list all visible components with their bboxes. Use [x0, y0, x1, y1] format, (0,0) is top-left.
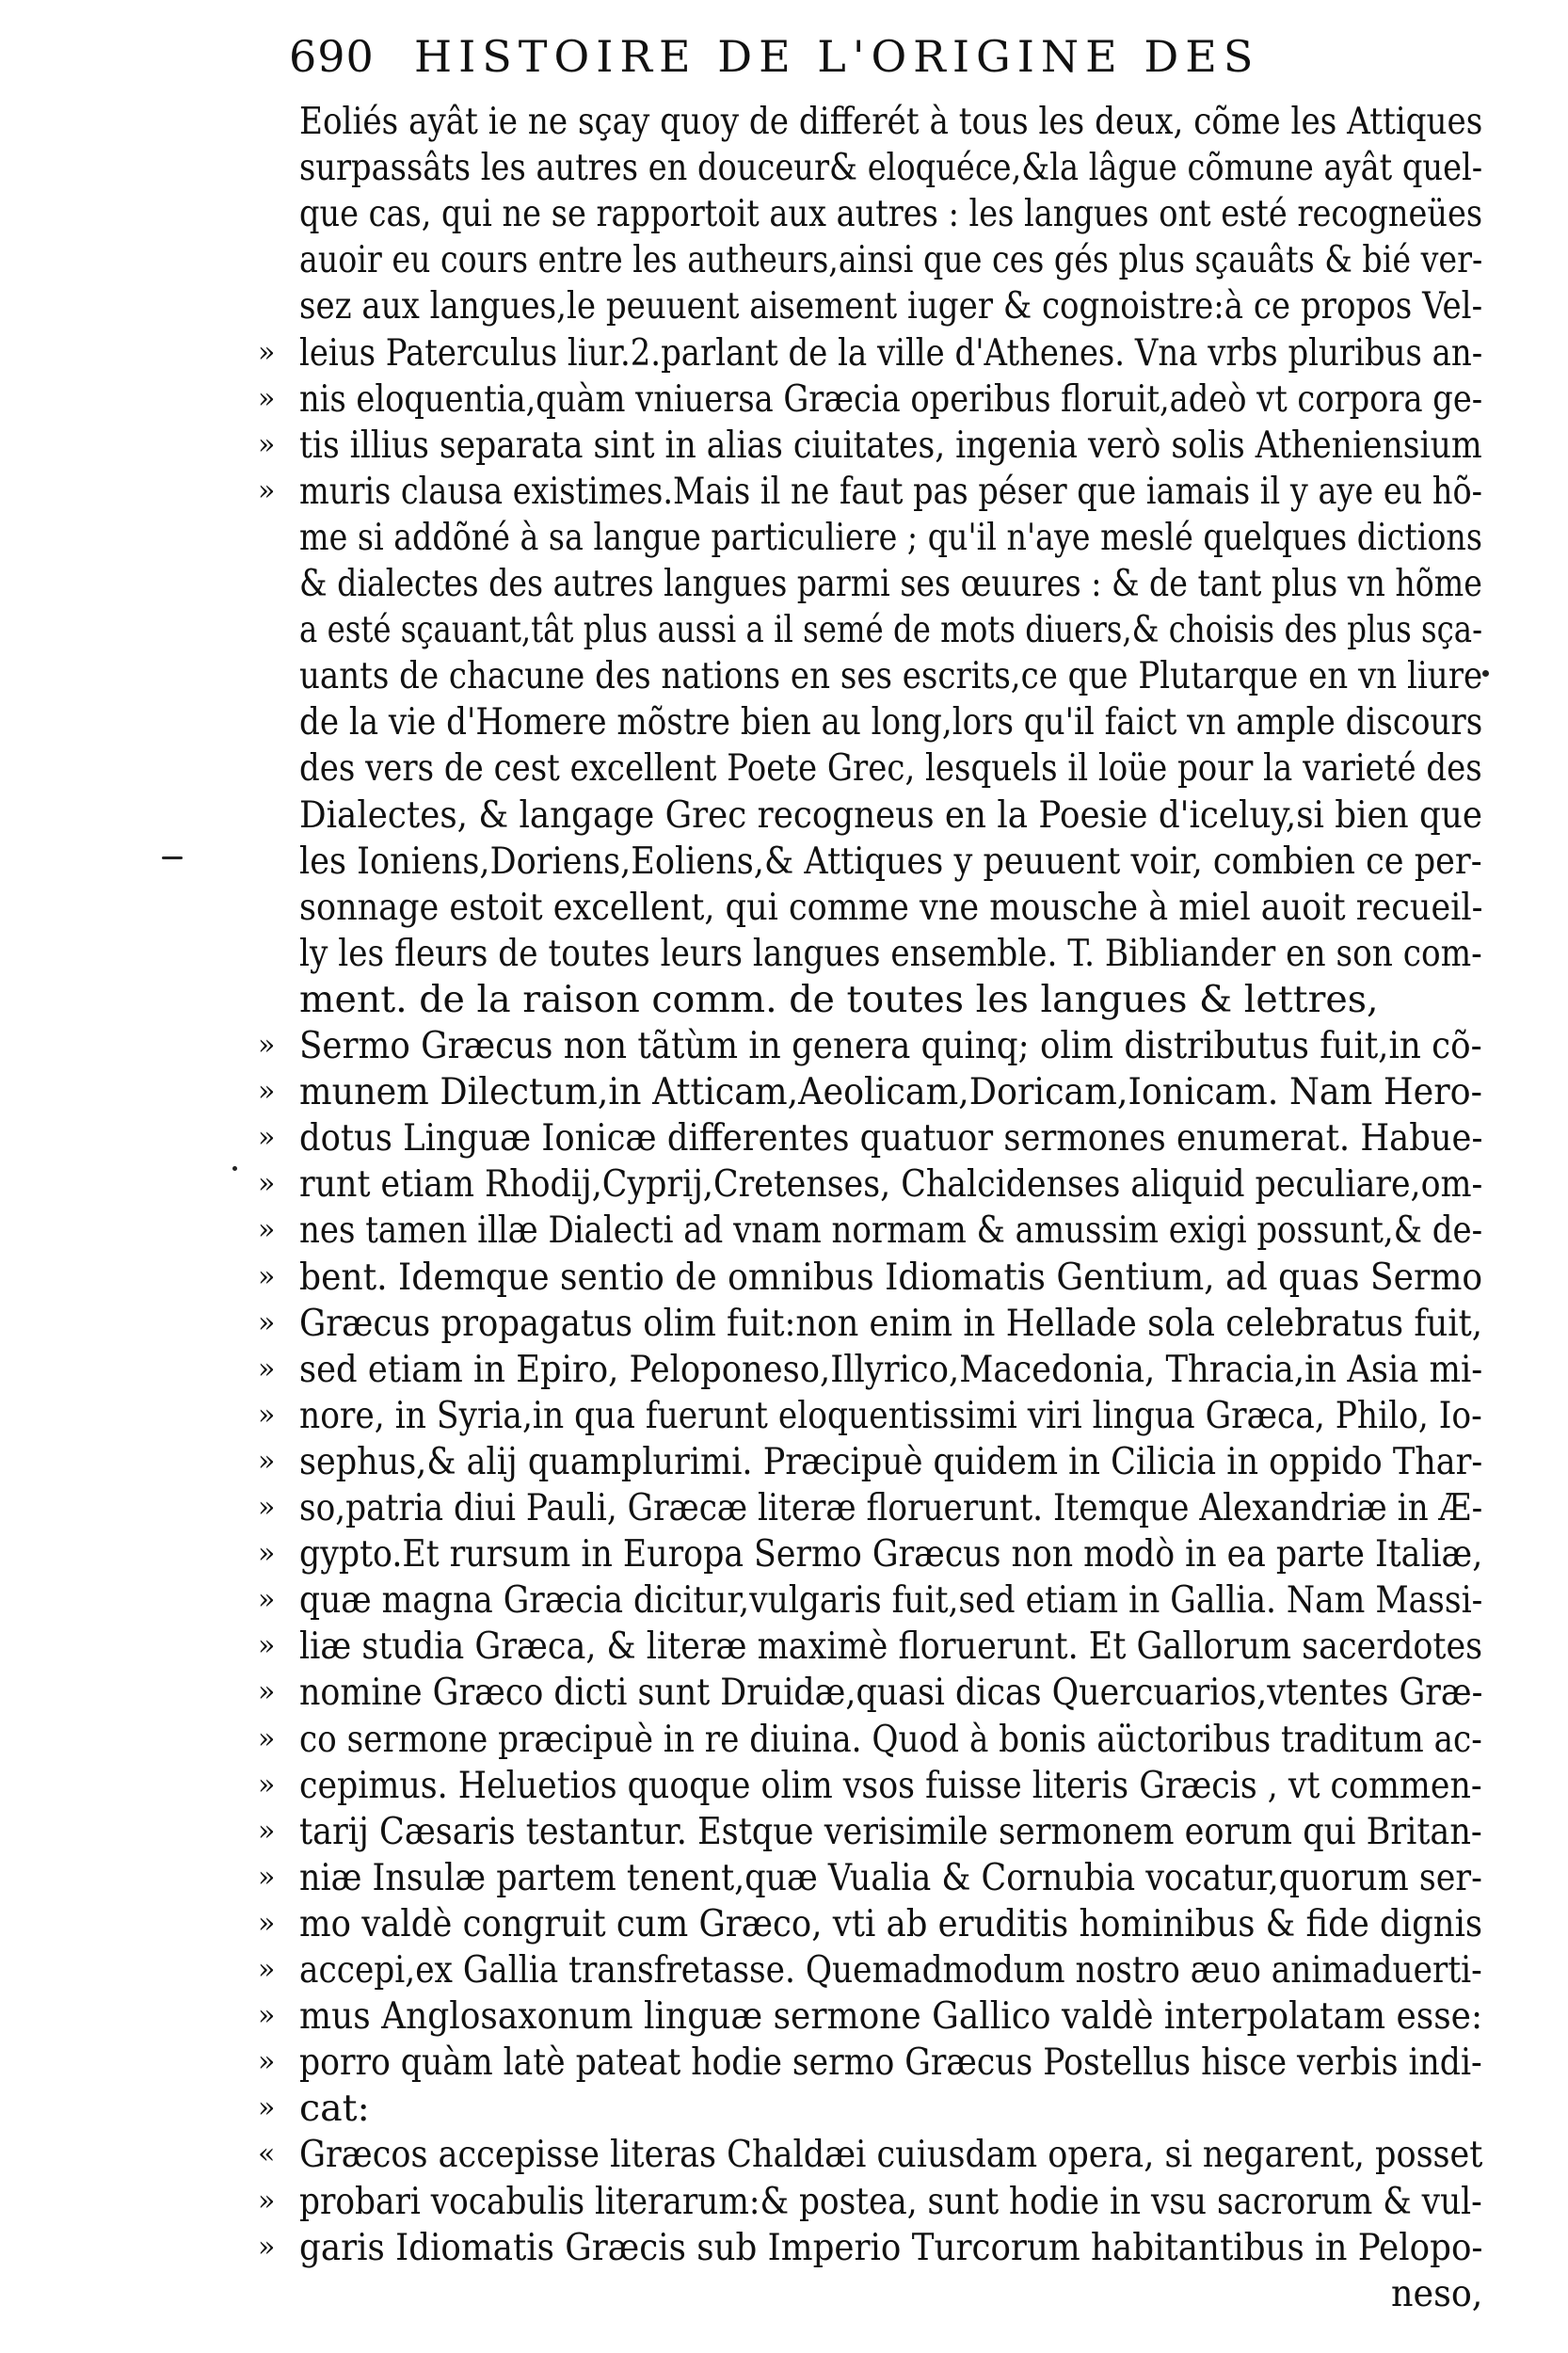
text-line: muris clausa existimes.Mais il ne faut pas péser que iamais il y aye eu hõ- [299, 470, 1482, 513]
text-line: me si addõné à sa langue particuliere ; qu'il n'aye meslé quelques dictions [299, 516, 1482, 559]
quote-marker: » [258, 1629, 276, 1662]
text-line: uants de chacune des nations en ses escrits,ce que Plutarque en vn liure [299, 654, 1483, 697]
ink-speck [1482, 670, 1489, 677]
text-line: ment. de la raison comm. de toutes les langues & lettres, [299, 978, 1379, 1021]
text-line: tis illius separata sint in alias ciuitates, ingenia verò solis Atheniensium [299, 424, 1482, 467]
quote-marker: » [258, 1583, 276, 1616]
text-line: tarij Cæsaris testantur. Estque verisimile sermonem eorum qui Britan- [299, 1810, 1482, 1853]
text-line: garis Idiomatis Græcis sub Imperio Turcorum habitantibus in Pelopo- [299, 2226, 1483, 2269]
text-line: cepimus. Heluetios quoque olim vsos fuisse literis Græcis , vt commen- [299, 1764, 1482, 1807]
quote-marker: » [258, 1260, 276, 1293]
text-line: munem Dilectum,in Atticam,Aeolicam,Doricam,Ionicam. Nam Hero- [299, 1070, 1482, 1113]
text-line: sed etiam in Epiro, Peloponeso,Illyrico,Macedonia, Thracia,in Asia mi- [299, 1348, 1483, 1391]
text-line: Græcus propagatus olim fuit:non enim in Hellade sola celebratus fuit, [299, 1302, 1483, 1345]
text-line: nis eloquentia,quàm vniuersa Græcia operibus floruit,adeò vt corpora ge- [299, 377, 1483, 421]
quote-marker: » [258, 1815, 276, 1848]
quote-marker: » [258, 2231, 276, 2264]
quote-marker: » [258, 1769, 276, 1801]
text-line: ly les fleurs de toutes leurs langues ensemble. T. Bibliander en son com- [299, 932, 1482, 975]
text-line: runt etiam Rhodij,Cyprij,Cretenses, Chalcidenses aliquid peculiare,om- [299, 1162, 1483, 1206]
quote-marker: » [258, 1722, 276, 1755]
text-line: bent. Idemque sentio de omnibus Idiomatis Gentium, ad quas Sermo [299, 1256, 1483, 1299]
text-line: quæ magna Græcia dicitur,vulgaris fuit,sed etiam in Gallia. Nam Massi- [299, 1578, 1483, 1622]
text-line: Dialectes, & langage Grec recogneus en la Poesie d'iceluy,si bien que [299, 793, 1482, 837]
text-line: sez aux langues,le peuuent aisement iuger & cognoistre:à ce propos Vel- [299, 284, 1483, 328]
text-line: niæ Insulæ partem tenent,quæ Vualia & Cornubia vocatur,quorum ser- [299, 1856, 1482, 1899]
text-line: Græcos accepisse literas Chaldæi cuiusdam opera, si negarent, posset [299, 2133, 1483, 2176]
quote-marker: » [258, 428, 276, 461]
text-line: cat: [299, 2087, 370, 2130]
quote-marker: » [258, 2185, 276, 2217]
quote-marker: » [258, 1121, 276, 1154]
quote-marker: » [258, 474, 276, 507]
text-line: mus Anglosaxonum linguæ sermone Gallico valdè interpolatam esse: [299, 1994, 1483, 2038]
quote-marker: » [258, 336, 276, 369]
text-line: dotus Linguæ Ionicæ differentes quatuor sermones enumerat. Habue- [299, 1116, 1483, 1160]
quote-marker: » [258, 1999, 276, 2032]
text-line: leius Paterculus liur.2.parlant de la ville d'Athenes. Vna vrbs pluribus an- [299, 331, 1483, 375]
text-line: liæ studia Græca, & literæ maximè floruerunt. Et Gallorum sacerdotes [299, 1625, 1483, 1668]
ink-speck [232, 1166, 237, 1171]
quote-marker: » [258, 1537, 276, 1570]
text-line: de la vie d'Homere mõstre bien au long,lors qu'il faict vn ample discours [299, 700, 1483, 744]
quote-marker: » [258, 2045, 276, 2078]
text-line: que cas, qui ne se rapportoit aux autres : les langues ont esté recogneües [299, 192, 1483, 235]
text-line: nes tamen illæ Dialecti ad vnam normam & amussim exigi possunt,& de- [299, 1209, 1483, 1252]
text-line: nomine Græco dicti sunt Druidæ,quasi dicas Quercuarios,vtentes Græ- [299, 1671, 1483, 1714]
ink-speck [162, 856, 183, 859]
quote-marker: » [258, 1306, 276, 1339]
quote-marker: » [258, 1861, 276, 1894]
quote-marker: » [258, 1399, 276, 1432]
text-line: surpassâts les autres en douceur& eloquéce,&la lâgue cõmune ayât quel- [299, 146, 1483, 189]
quote-marker: » [258, 1167, 276, 1200]
quote-marker: « [258, 2137, 276, 2170]
quote-marker: » [258, 1953, 276, 1986]
page-number: 690 [289, 31, 375, 82]
quote-marker: » [258, 1675, 276, 1708]
quote-marker: » [258, 382, 276, 415]
text-line: accepi,ex Gallia transfretasse. Quemadmodum nostro æuo animaduerti- [299, 1948, 1482, 1992]
text-line: sonnage estoit excellent, qui comme vne mousche à miel auoit recueil- [299, 886, 1483, 929]
text-line: sephus,& alij quamplurimi. Præcipuè quidem in Cilicia in oppido Thar- [299, 1440, 1483, 1483]
text-line: des vers de cest excellent Poete Grec, lesquels il loüe pour la varieté des [299, 746, 1482, 790]
text-line: a esté sçauant,tât plus aussi a il semé de mots diuers,& choisis des plus sça- [299, 608, 1483, 651]
quote-marker: » [258, 1353, 276, 1385]
text-line: probari vocabulis literarum:& postea, sunt hodie in vsu sacrorum & vul- [299, 2180, 1482, 2223]
quote-marker: » [258, 1445, 276, 1478]
running-head: HISTOIRE DE L'ORIGINE DES [414, 31, 1260, 82]
quote-marker: » [258, 2091, 276, 2124]
text-line: Sermo Græcus non tãtùm in genera quinq; olim distributus fuit,in cõ- [299, 1024, 1482, 1067]
page-header [289, 28, 1512, 85]
quote-marker: » [258, 1491, 276, 1524]
quote-marker: » [258, 1907, 276, 1940]
text-line: co sermone præcipuè in re diuina. Quod à bonis aüctoribus traditum ac- [299, 1718, 1482, 1761]
text-line: & dialectes des autres langues parmi ses œuures : & de tant plus vn hõme [299, 562, 1482, 605]
text-line: so,patria diui Pauli, Græcæ literæ floruerunt. Itemque Alexandriæ in Æ- [299, 1486, 1483, 1529]
text-line: mo valdè congruit cum Græco, vti ab eruditis hominibus & fide dignis [299, 1902, 1483, 1945]
quote-marker: » [258, 1075, 276, 1108]
text-line: auoir eu cours entre les autheurs,ainsi que ces gés plus sçauâts & bié ver- [299, 238, 1483, 281]
quote-marker: » [258, 1213, 276, 1246]
text-line: porro quàm latè pateat hodie sermo Græcus Postellus hisce verbis indi- [299, 2041, 1482, 2084]
text-line: les Ioniens,Doriens,Eoliens,& Attiques y peuuent voir, combien ce per- [299, 840, 1482, 883]
text-line: gypto.Et rursum in Europa Sermo Græcus non modò in ea parte Italiæ, [299, 1532, 1483, 1576]
text-line: nore, in Syria,in qua fuerunt eloquentissimi viri lingua Græca, Philo, Io- [299, 1394, 1482, 1437]
text-line: neso, [1391, 2272, 1483, 2315]
text-line: Eoliés ayât ie ne sçay quoy de differét à tous les deux, cõme les Attiques [299, 100, 1483, 143]
quote-marker: » [258, 1029, 276, 1062]
